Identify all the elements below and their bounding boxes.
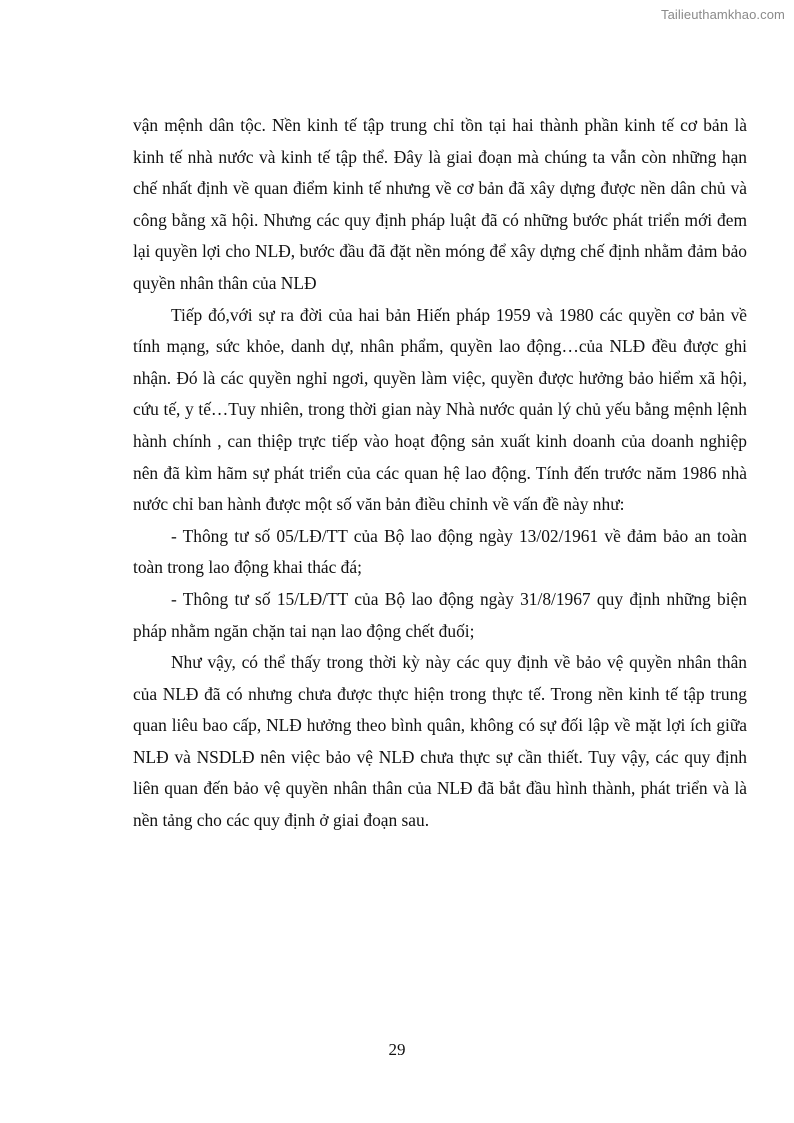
- paragraph: Như vậy, có thể thấy trong thời kỳ này các quy định về bảo vệ quyền nhân thân của NLĐ đã có nhưng chưa được thực hiện trong thực tế. Trong nền kinh tế tập trung quan liêu bao cấp, NLĐ hưởng theo bình quân, không có sự đối lập về mặt lợi ích giữa NLĐ và NSDLĐ nên việc bảo vệ NLĐ chưa thực sự cần thiết. Tuy vậy, các quy định liên quan đến bảo vệ quyền nhân thân của NLĐ đã bắt đầu hình thành, phát triển và là nền tảng cho các quy định ở giai đoạn sau.: [133, 652, 747, 831]
- paragraph-continued: vận mệnh dân tộc. Nền kinh tế tập trung chỉ tồn tại hai thành phần kinh tế cơ bản là kinh tế nhà nước và kinh tế tập thể. Đây là giai đoạn mà chúng ta vẫn còn những hạn chế nhất định về quan điểm kinh tế nhưng về cơ bản đã xây dựng được nền dân chủ và công bằng xã hội. Nhưng các quy định pháp luật đã có những bước phát triển mới đem lại quyền lợi cho NLĐ, bước đầu đã đặt nền móng để xây dựng chế định nhằm đảm bảo quyền nhân thân của NLĐ: [133, 115, 747, 293]
- watermark: Tailieuthamkhao.com: [660, 7, 785, 22]
- list-item: - Thông tư số 05/LĐ/TT của Bộ lao động ngày 13/02/1961 về đảm bảo an toàn toàn trong lao động khai thác đá;: [133, 525, 747, 578]
- document-body: [133, 110, 747, 837]
- paragraph: Tiếp đó,với sự ra đời của hai bản Hiến pháp 1959 và 1980 các quyền cơ bản về tính mạng, sức khỏe, danh dự, nhân phẩm, quyền lao động…của NLĐ đều được ghi nhận. Đó là các quyền nghỉ ngơi, quyền làm việc, quyền được hưởng bảo hiểm xã hội, cứu tế, y tế…Tuy nhiên, trong thời gian này Nhà nước quản lý chủ yếu bằng mệnh lệnh hành chính , can thiệp trực tiếp vào hoạt động sản xuất kinh doanh của doanh nghiệp nên đã kìm hãm sự phát triển của các quan hệ lao động. Tính đến trước năm 1986 nhà nước chỉ ban hành được một số văn bản điều chỉnh về vấn đề này như:: [133, 304, 747, 515]
- page-number: 29: [388, 1040, 406, 1059]
- list-item: - Thông tư số 15/LĐ/TT của Bộ lao động ngày 31/8/1967 quy định những biện pháp nhằm ngăn chặn tai nạn lao động chết đuối;: [133, 588, 747, 641]
